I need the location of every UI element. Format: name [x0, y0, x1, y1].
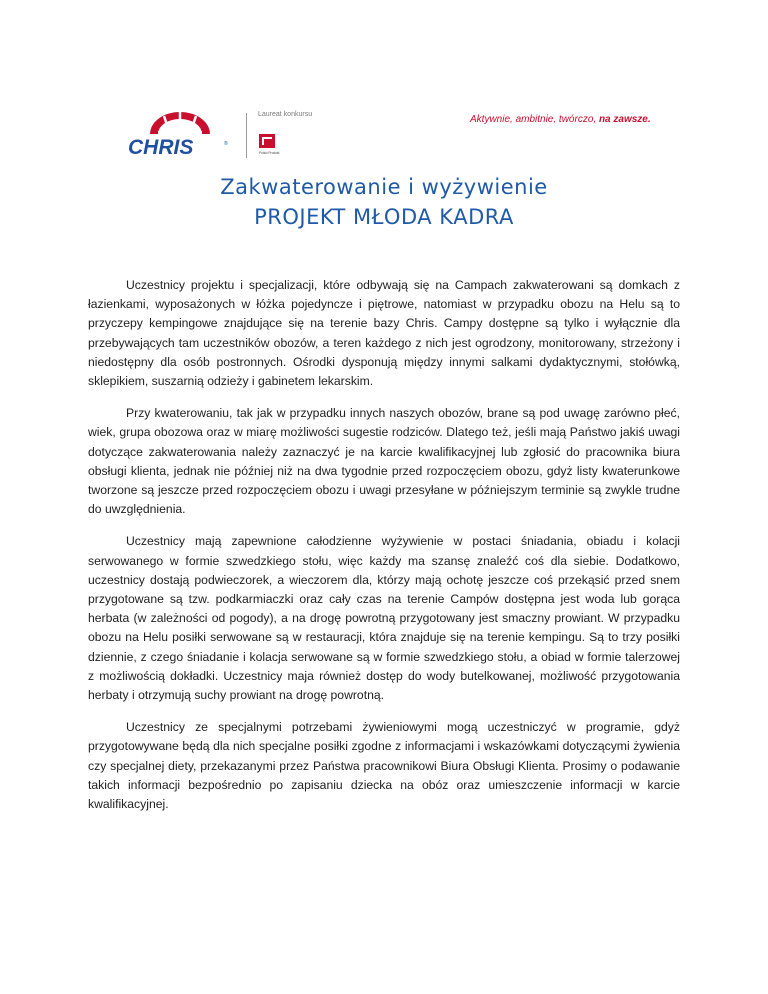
paragraph-accommodation: Uczestnicy projektu i specjalizacji, które odbywają się na Campach zakwaterowani są domkach z łazienkami, wyposażonych w łóżka pojedyncze i piętrowe, natomiast w przypadku obozu na Helu są to przyczepy kempingowe znajdujące się na terenie bazy Chris. Campy dostępne są tylko i wyłącznie dla przebywających tam uczestników obozów, a teren każdego z nich jest ogrodzony, monitorowany, strzeżony i niedostępny dla osób postronnych. Ośrodki dysponują między innymi salkami dydaktycznymi, stołówką, sklepikiem, suszarnią odzieży i gabinetem lekarskim. [88, 278, 680, 389]
document-body [88, 276, 680, 827]
paragraph-special-diets: Uczestnicy ze specjalnymi potrzebami żywieniowymi mogą uczestniczyć w programie, gdyż przygotowywane będą dla nich specjalne posiłki zgodne z informacjami i wskazówkami dotyczącymi żywienia czy specjalnej diety, przekazanymi przez Państwa pracownikowi Biura Obsługi Klienta. Prosimy o podawanie takich informacji bezpośrednio po zapisaniu dziecka na obóz oraz umieszczenie informacji w karcie kwalifikacyjnej. [88, 720, 680, 812]
award-emblem-icon [259, 134, 280, 156]
slogan [470, 114, 651, 125]
title-line-1: Zakwaterowanie i wyżywienie [220, 175, 548, 199]
svg-text:®: ® [224, 141, 228, 147]
award-label: Laureat konkursu [258, 111, 313, 118]
page-header [0, 0, 768, 170]
slogan-text: Aktywnie, ambitnie, twórczo, [470, 114, 597, 125]
paragraph-meals: Uczestnicy mają zapewnione całodzienne wyżywienie w postaci śniadania, obiadu i kolacji serwowanego w formie szwedzkiego stołu, więc każdy ma szansę znaleźć coś dla siebie. Dodatkowo, uczestnicy dostają podwieczorek, a wieczorem dla, którzy mają ochotę jeszcze coś przekąsić przed snem przygotowane są tzw. podkarmiaczki oraz cały czas na terenie Campów dostępna jest woda lub gorąca herbata (w zależności od pogody), a na drogę powrotną przygotowany jest smaczny prowiant. W przypadku obozu na Helu posiłki serwowane są w restauracji, która znajduje się na terenie kempingu. Są to trzy posiłki dziennie, z czego śniadanie i kolacja serwowane są w formie szwedzkiego stołu, a obiad w formie talerzowej z możliwością dokładki. Uczestnicy maja również dostęp do wody butelkowanej, możliwość przygotowania herbaty i otrzymują suchy prowiant na drogę powrotną. [88, 534, 680, 703]
chris-logo [126, 112, 234, 158]
slogan-emphasis: na zawsze. [598, 114, 651, 125]
brand-wordmark: CHRIS [128, 136, 194, 159]
header-divider [246, 113, 247, 158]
award-caption: Polski Produkt [259, 151, 280, 155]
document-title [0, 172, 768, 232]
paragraph-room-assignment: Przy kwaterowaniu, tak jak w przypadku innych naszych obozów, brane są pod uwagę zarówno płeć, wiek, grupa obozowa oraz w miarę możliwości sugestie rodziców. Dlatego też, jeśli mają Państwo jakiś uwagi dotyczące zakwaterowania należy zaznaczyć je na karcie kwalifikacyjnej lub zgłosić do pracownika biura obsługi klienta, jednak nie później niż na dwa tygodnie przed rozpoczęciem obozu, gdyż listy kwaterunkowe tworzone są jeszcze przed rozpoczęciem obozu i uwagi przesyłane w późniejszym terminie są zwykle trudne do uwzględnienia. [88, 406, 680, 517]
title-line-2: PROJEKT MŁODA KADRA [254, 205, 514, 229]
